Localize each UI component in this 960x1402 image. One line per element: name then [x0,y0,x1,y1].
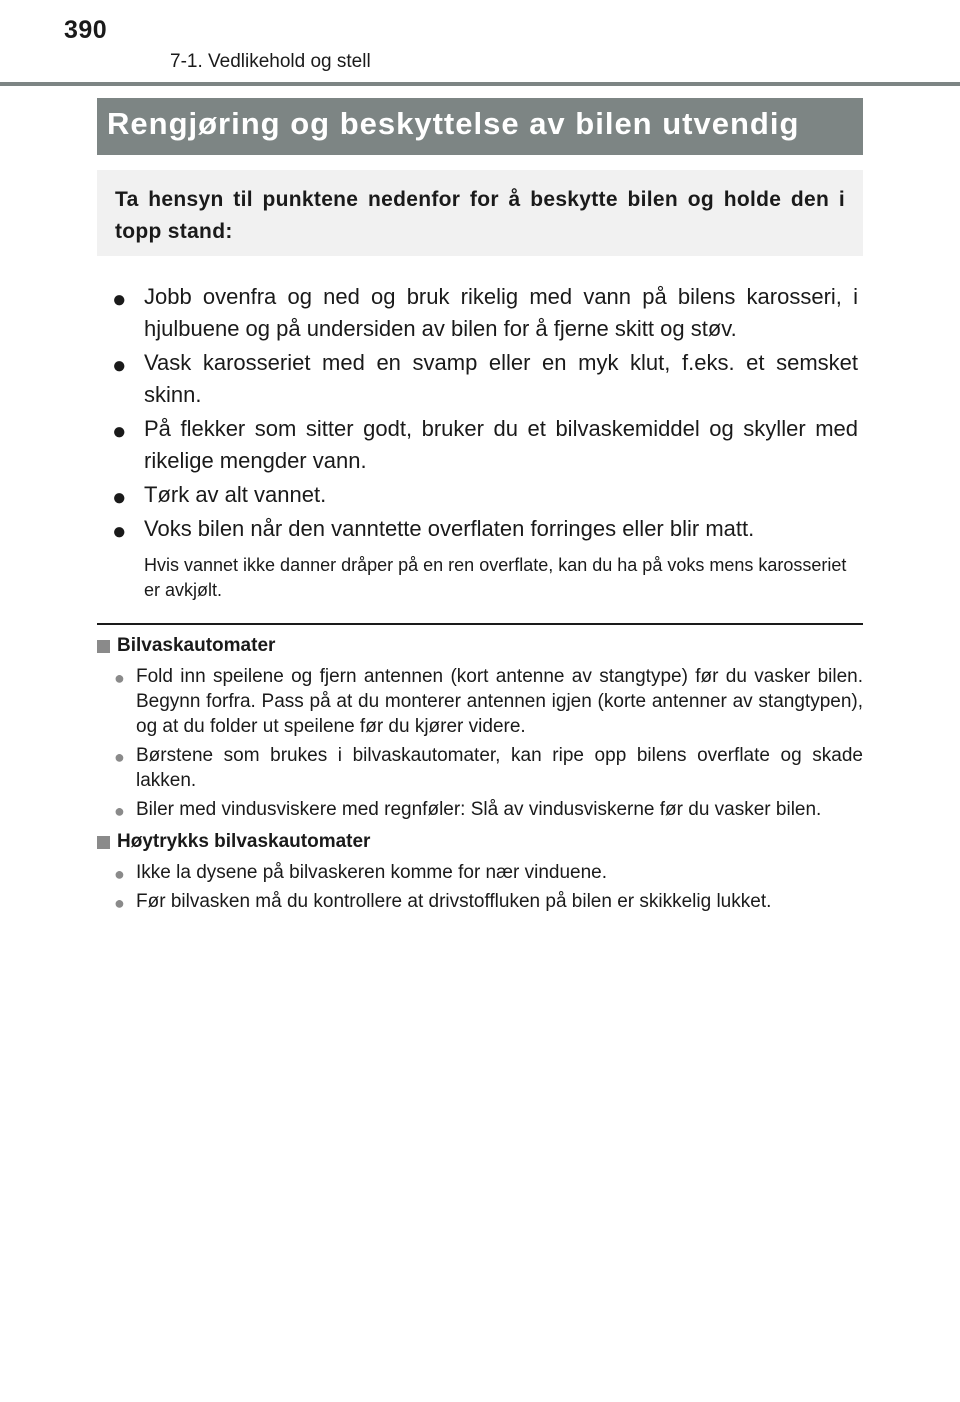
section-heading-high-pressure-wash [97,828,863,856]
intro-box [97,170,863,256]
sub-list-item-text: Før bilvasken må du kontrollere at drivstoffluken på bilen er skikkelig lukket. [136,891,772,912]
bullet-icon: ● [114,747,125,767]
sub-list-item [97,889,863,914]
page-number: 390 [64,16,108,44]
sub-list-item-text: Børstene som brukes i bilvaskautomater, kan ripe opp bilens overflate og skade lakken. [136,745,863,791]
bullet-icon: ● [112,484,127,511]
list-item-text: Tørk av alt vannet. [144,482,327,507]
list-item [112,347,858,411]
section-heading-car-wash [97,632,863,660]
sub-list-item-text: Ikke la dysene på bilvaskeren komme for nær vinduene. [136,862,608,883]
bullet-icon: ● [114,864,125,884]
sub-list-item-text: Biler med vindusviskere med regnføler: Slå av vindusviskerne før du vasker bilen. [136,799,822,820]
list-item [112,479,858,511]
list-item-text: Vask karosseriet med en svamp eller en myk klut, f.eks. et semsket skinn. [144,350,858,407]
list-item [112,513,858,545]
bullet-icon: ● [112,286,127,313]
list-item-text: På flekker som sitter godt, bruker du et bilvaskemiddel og skyller med rikelige mengder vann. [144,416,858,473]
bullet-icon: ● [112,518,127,545]
sub-list-item [97,664,863,739]
page-title: Rengjøring og beskyttelse av bilen utvendig [107,106,800,141]
square-marker-icon [97,836,110,849]
bullet-icon: ● [114,801,125,821]
bullet-icon: ● [114,668,125,688]
square-marker-icon [97,640,110,653]
bullet-icon: ● [112,352,127,379]
list-item-text: Voks bilen når den vanntette overflaten forringes eller blir matt. [144,516,755,541]
header-divider [0,82,960,86]
page-header [0,0,960,90]
wax-note: Hvis vannet ikke danner dråper på en ren overflate, kan du ha på voks mens karosseriet er avkjølt. [144,555,847,600]
bullet-icon: ● [112,418,127,445]
section-heading-text: Bilvaskautomater [117,635,276,656]
section-heading-text: Høytrykks bilvaskautomater [117,831,371,852]
bullet-icon: ● [114,893,125,913]
main-list [112,281,858,603]
sub-sections [97,632,863,918]
sub-list-item [97,797,863,822]
section-divider [97,623,863,625]
title-bar [97,98,863,155]
list-item-text: Jobb ovenfra og ned og bruk rikelig med vann på bilens karosseri, i hjulbuene og på undersiden av bilen for å fjerne skitt og støv. [144,284,858,341]
intro-text: Ta hensyn til punktene nedenfor for å beskytte bilen og holde den i topp stand: [115,188,845,243]
list-item [112,281,858,345]
sub-list-item [97,743,863,793]
sub-list-item-text: Fold inn speilene og fjern antennen (kort antenne av stangtype) før du vasker bilen. Begynn forfra. Pass på at du monterer antennen igjen (korte antenner av stangtypen), og at du folder ut speilene før du kjører videre. [136,666,863,737]
sub-list-item [97,860,863,885]
list-item [112,413,858,477]
section-reference: 7-1. Vedlikehold og stell [170,51,371,72]
